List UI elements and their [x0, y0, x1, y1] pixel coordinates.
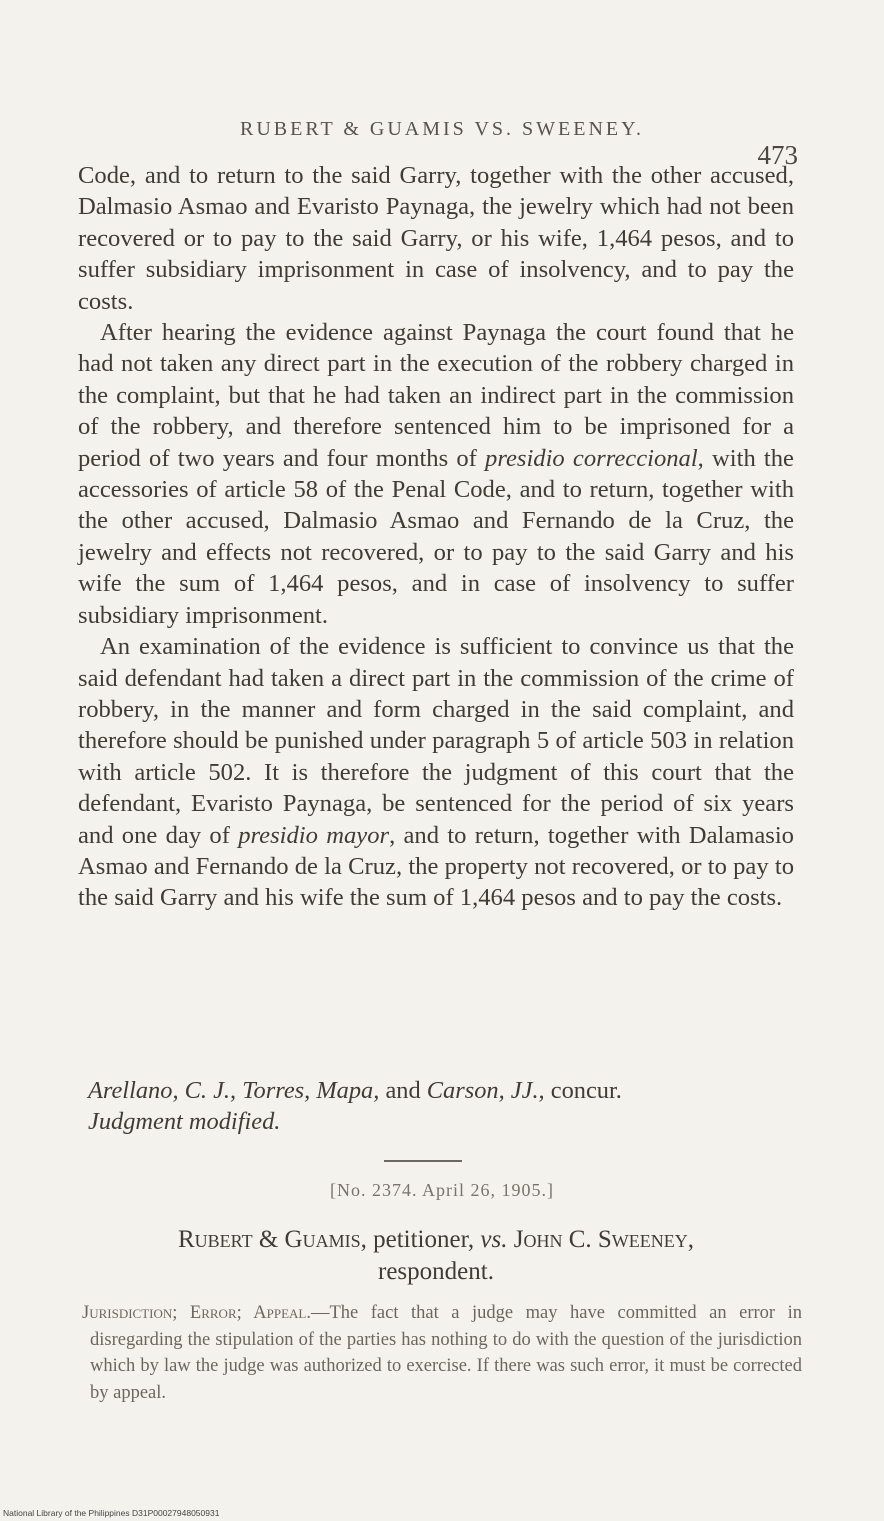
justices-names: Arellano, C. J., Torres, Mapa, [88, 1077, 380, 1104]
running-head: RUBERT & GUAMIS VS. SWEENEY. [240, 118, 644, 140]
footer-credit: National Library of the Philippines D31P00027948050931 [3, 1508, 220, 1518]
paragraph-2: After hearing the evidence against Paynaga the court found that he had not taken any direct part in the execution of the robbery charged in the complaint, but that he had taken an indirect part in the commission of the robbery, and therefore sentenced him to be imprisoned for a period of two years and four months of presidio correccional, with the accessories of article 58 of the Penal Code, and to return, together with the other accused, Dalmasio Asmao and Fernando de la Cruz, the jewelry and effects not recovered, or to pay to the said Garry and his wife the sum of 1,464 pesos, and in case of insolvency to suffer subsidiary imprisonment. [78, 319, 794, 629]
judgment-line: Judgment modified. [88, 1108, 281, 1135]
headnote-label: Jurisdiction; Error; Appeal. [82, 1303, 311, 1323]
page-number: 473 [757, 140, 798, 170]
concurrence: Arellano, C. J., Torres, Mapa, and Carson, JJ., concur. Judgment modified. [88, 1077, 622, 1135]
section-divider [384, 1160, 462, 1162]
opinion-text [78, 160, 794, 914]
paragraph-1: Code, and to return to the said Garry, together with the other accused, Dalmasio Asmao and Evaristo Paynaga, the jewelry which had not been recovered or to pay to the said Garry, or his wife, 1,464 pesos, and to suffer subsidiary imprisonment in case of insolvency, and to pay the costs. [78, 162, 794, 315]
case-number: [No. 2374. April 26, 1905.] [330, 1180, 554, 1200]
paragraph-3: An examination of the evidence is sufficient to convince us that the said defendant had taken a direct part in the commission of the crime of robbery, in the manner and form charged in the said complaint, and therefore should be punished under paragraph 5 of article 503 in relation with article 502. It is therefore the judgment of this court that the defendant, Evaristo Paynaga, be sentenced for the period of six years and one day of presidio mayor, and to return, together with Dalamasio Asmao and Fernando de la Cruz, the property not recovered, or to pay to the said Garry and his wife the sum of 1,464 pesos and to pay the costs. [78, 633, 794, 912]
headnote: Jurisdiction; Error; Appeal.—The fact that a judge may have committed an error in disregarding the stipulation of the parties has nothing to do with the question of the jurisdiction which by law the judge was authorized to exercise. If there was such error, it must be corrected by appeal. [82, 1303, 802, 1403]
case-title: Rubert & Guamis, petitioner, vs. John C. Sweeney, respondent. [177, 1226, 695, 1285]
